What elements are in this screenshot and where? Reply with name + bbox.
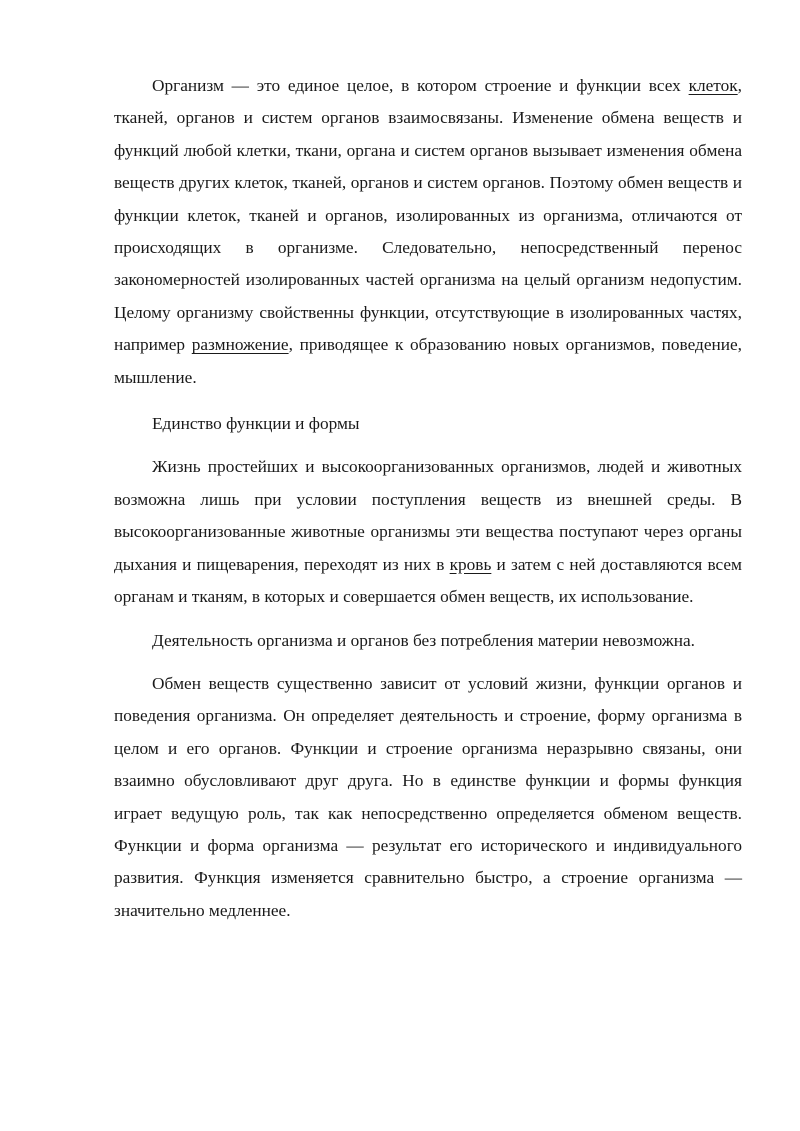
text-segment: , приводящее к образованию новых организмов, поведение, мышление.	[114, 335, 742, 387]
document-page	[114, 70, 742, 927]
text-segment: , тканей, органов и систем органов взаимосвязаны. Изменение обмена веществ и функций любой клетки, ткани, органа и систем органов вызывает изменения обмена веществ других клеток, тканей, органов и систем органов. Поэтому обмен веществ и функции клеток, тканей и органов, изолированных из организма, отличаются от происходящих в организме. Следовательно, непосредственный перенос закономерностей изолированных частей организма на целый организм недопустим. Целому организму свойственны функции, отсутствующие в изолированных частях, например	[114, 76, 742, 355]
text-segment: Жизнь простейших и высокоорганизованных организмов, людей и животных возможна лишь при условии поступления веществ из внешней среды. В высокоорганизованные животные организмы эти вещества поступают через органы дыхания и пищеварения, переходят из них в	[114, 457, 742, 574]
link-blood[interactable]: кровь	[449, 554, 492, 574]
paragraph-organism	[114, 70, 742, 394]
link-reproduction[interactable]: размножение	[191, 335, 289, 355]
link-cells[interactable]: клеток	[688, 76, 738, 95]
paragraph-life	[114, 451, 742, 613]
text-segment: Организм — это единое целое, в котором строение и функции всех	[152, 76, 689, 95]
text-segment: Обмен веществ существенно зависит от условий жизни, функции органов и поведения организма. Он определяет деятельность и строение, форму организма в целом и его органов. Функции и строение организма неразрывно связаны, они взаимно обусловливают друг друга. Но в единстве функции и формы функция играет ведущую роль, так как непосредственно определяется обменом веществ. Функции и форма организма — результат его исторического и индивидуального развития. Функция изменяется сравнительно быстро, а строение организма — значительно медленнее.	[114, 673, 742, 920]
text-segment: и затем с ней доставляются всем органам и тканям, в которых и совершается обмен веществ, их использование.	[114, 554, 742, 607]
paragraph-activity	[114, 625, 742, 657]
section-heading	[114, 408, 742, 440]
text-segment: Деятельность организма и органов без потребления материи невозможна.	[152, 630, 695, 650]
heading-text: Единство функции и формы	[152, 414, 360, 434]
paragraph-metabolism	[114, 668, 742, 927]
